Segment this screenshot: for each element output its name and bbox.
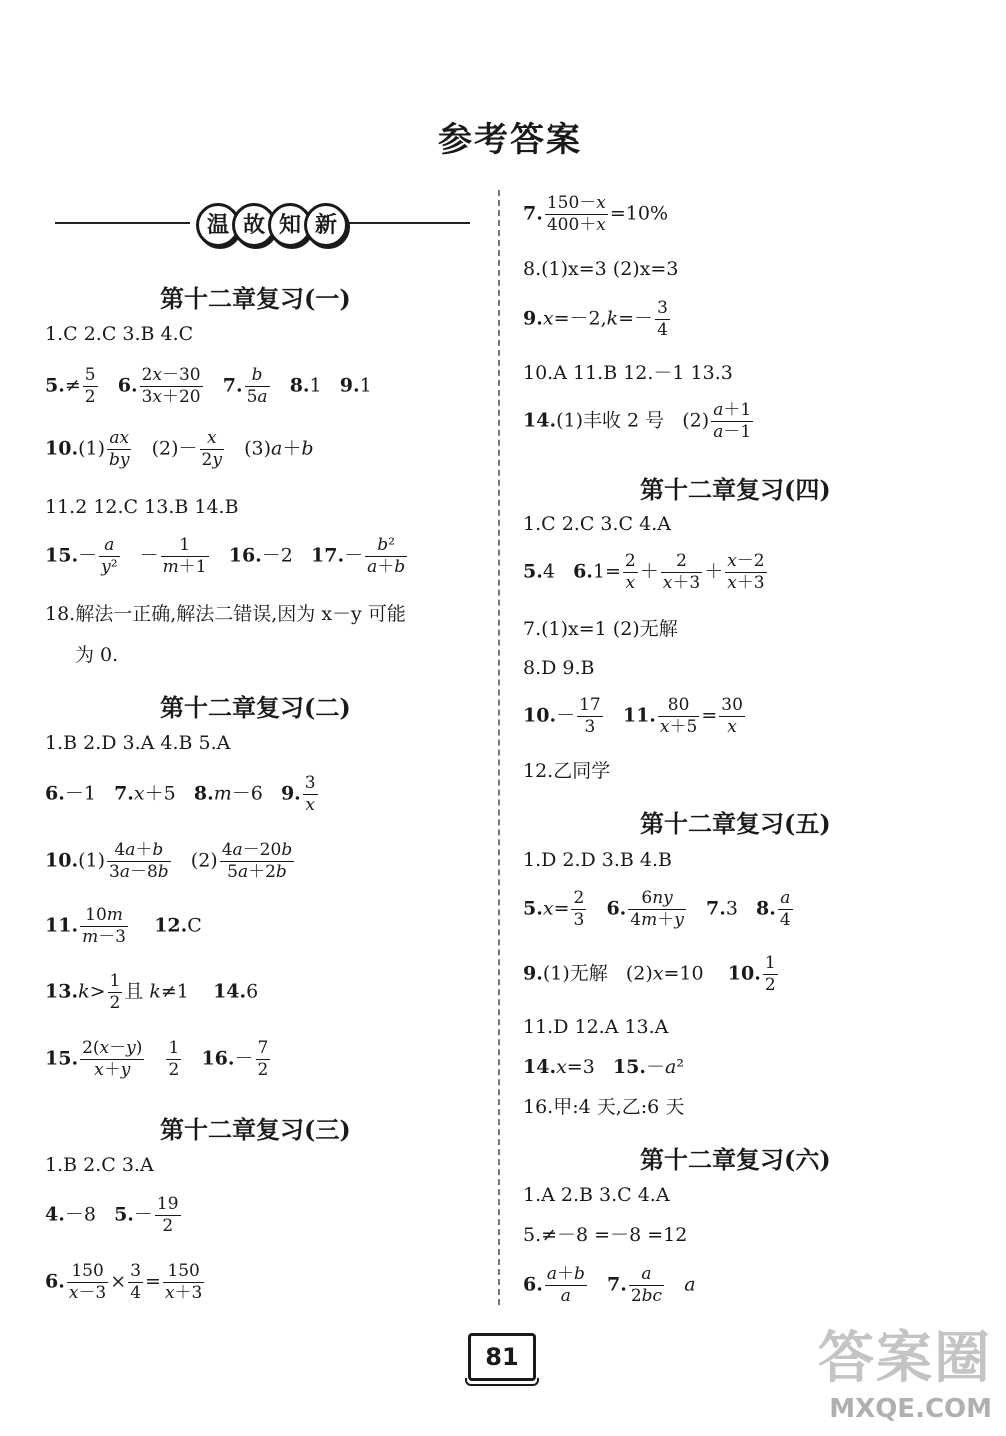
answer-line: 11.D 12.A 13.A bbox=[523, 1016, 669, 1038]
answer-line: 1.B 2.C 3.A bbox=[45, 1154, 154, 1176]
answer-line: 11. $\frac{10m}{m-3}$ 12.C bbox=[45, 905, 202, 947]
section-heading-5: 第十二章复习(五) bbox=[640, 809, 831, 838]
answer-line: 5.4 6.1= $\frac{2}{x}$ ＋ $\frac{2}{x+3}$ ＋ $\frac{x-2}{x+3}$ bbox=[523, 551, 765, 593]
answer-line: 8.(1)x=3 (2)x=3 bbox=[523, 258, 679, 280]
section-heading-4: 第十二章复习(四) bbox=[640, 475, 831, 504]
answer-line: 14.x=3 15.－a² bbox=[523, 1056, 684, 1078]
page-title: 参考答案 bbox=[438, 120, 582, 160]
answer-line: 5.≠ $\frac{5}{2}$ 6. $\frac{2x-30}{3x+20}$ 7. $\frac{b}{5a}$ 8.1 9.1 bbox=[45, 365, 372, 407]
answer-line: 7.(1)x=1 (2)无解 bbox=[523, 618, 678, 640]
answer-line: 14.(1)丰收 2 号 (2) $\frac{a+1}{a-1}$ bbox=[523, 400, 752, 442]
answer-line: 12.乙同学 bbox=[523, 760, 611, 782]
answer-line: 8.D 9.B bbox=[523, 657, 595, 679]
section-heading-2: 第十二章复习(二) bbox=[160, 693, 351, 722]
banner-char-2: 故 bbox=[232, 203, 276, 247]
answer-line: 18.解法一正确,解法二错误,因为 x－y 可能 bbox=[45, 603, 406, 625]
section-heading-3: 第十二章复习(三) bbox=[160, 1115, 351, 1144]
watermark-logo-text: 答案圈 bbox=[818, 1326, 992, 1391]
answer-line: 1.A 2.B 3.C 4.A bbox=[523, 1184, 670, 1206]
answer-line: 1.B 2.D 3.A 4.B 5.A bbox=[45, 732, 231, 754]
banner-char-1: 温 bbox=[196, 203, 240, 247]
banner-line-left bbox=[55, 222, 190, 224]
answer-line: 16.甲:4 天,乙:6 天 bbox=[523, 1096, 685, 1118]
answer-line: 9.x=－2,k=－ $\frac{3}{4}$ bbox=[523, 298, 668, 340]
answer-line: 10.(1) $\frac{4a+b}{3a-8b}$ (2) $\frac{4a-20b}{5a+2b}$ bbox=[45, 840, 293, 882]
answer-line: 1.C 2.C 3.C 4.A bbox=[523, 513, 671, 535]
answer-line: 1.D 2.D 3.B 4.B bbox=[523, 849, 673, 871]
section-heading-1: 第十二章复习(一) bbox=[160, 284, 351, 313]
answer-line: 7. $\frac{150-x}{400+x}$ =10% bbox=[523, 193, 669, 235]
answer-line: 10.A 11.B 12.－1 13.3 bbox=[523, 362, 733, 384]
watermark bbox=[818, 1314, 992, 1424]
watermark-url: MXQE.COM bbox=[829, 1394, 992, 1424]
answer-line: 10.－ $\frac{17}{3}$ 11. $\frac{80}{x+5}$ = $\frac{30}{x}$ bbox=[523, 695, 743, 737]
section-heading-6: 第十二章复习(六) bbox=[640, 1145, 831, 1174]
answer-line: 5.x= $\frac{2}{3}$ 6. $\frac{6ny}{4m+y}$ 7.3 8. $\frac{a}{4}$ bbox=[523, 888, 791, 930]
answer-line: 11.2 12.C 13.B 14.B bbox=[45, 496, 239, 518]
answer-line: 6. $\frac{150}{x-3}$ × $\frac{3}{4}$ = $\frac{150}{x+3}$ bbox=[45, 1261, 203, 1303]
banner-char-4: 新 bbox=[304, 203, 348, 247]
answer-line: 1.C 2.C 3.B 4.C bbox=[45, 323, 194, 345]
answer-line: 6.－1 7.x＋5 8.m－6 9. $\frac{3}{x}$ bbox=[45, 773, 316, 815]
banner-line-right bbox=[340, 222, 470, 224]
answer-line: 5.≠－8 =－8 =12 bbox=[523, 1224, 688, 1246]
answer-line: 10.(1) $\frac{ax}{by}$ (2)－ $\frac{x}{2y}$ (3)a＋b bbox=[45, 428, 314, 470]
column-divider bbox=[498, 190, 500, 1305]
banner-char-3: 知 bbox=[268, 203, 312, 247]
answer-line: 15.－ $\frac{a}{\text{y²}}$ － $\frac{1}{m+1}$ 16.－2 17.－ $\frac{\text{b²}}{a+b}$ bbox=[45, 535, 406, 577]
answer-line: 为 0. bbox=[75, 644, 119, 666]
answer-line: 15. $\frac{2(x-y)}{x+y}$ $\frac{1}{2}$ 16.－ $\frac{7}{2}$ bbox=[45, 1038, 269, 1080]
answer-line: 6. $\frac{a+b}{a}$ 7. $\frac{a}{2bc}$ a bbox=[523, 1264, 696, 1306]
answer-line: 4.－8 5.－ $\frac{19}{2}$ bbox=[45, 1194, 179, 1236]
answer-line: 9.(1)无解 (2)x=10 10. $\frac{1}{2}$ bbox=[523, 953, 776, 995]
answer-line: 13.k> $\frac{1}{2}$ 且 k≠1 14.6 bbox=[45, 971, 259, 1013]
page-number: 81 bbox=[468, 1333, 536, 1381]
